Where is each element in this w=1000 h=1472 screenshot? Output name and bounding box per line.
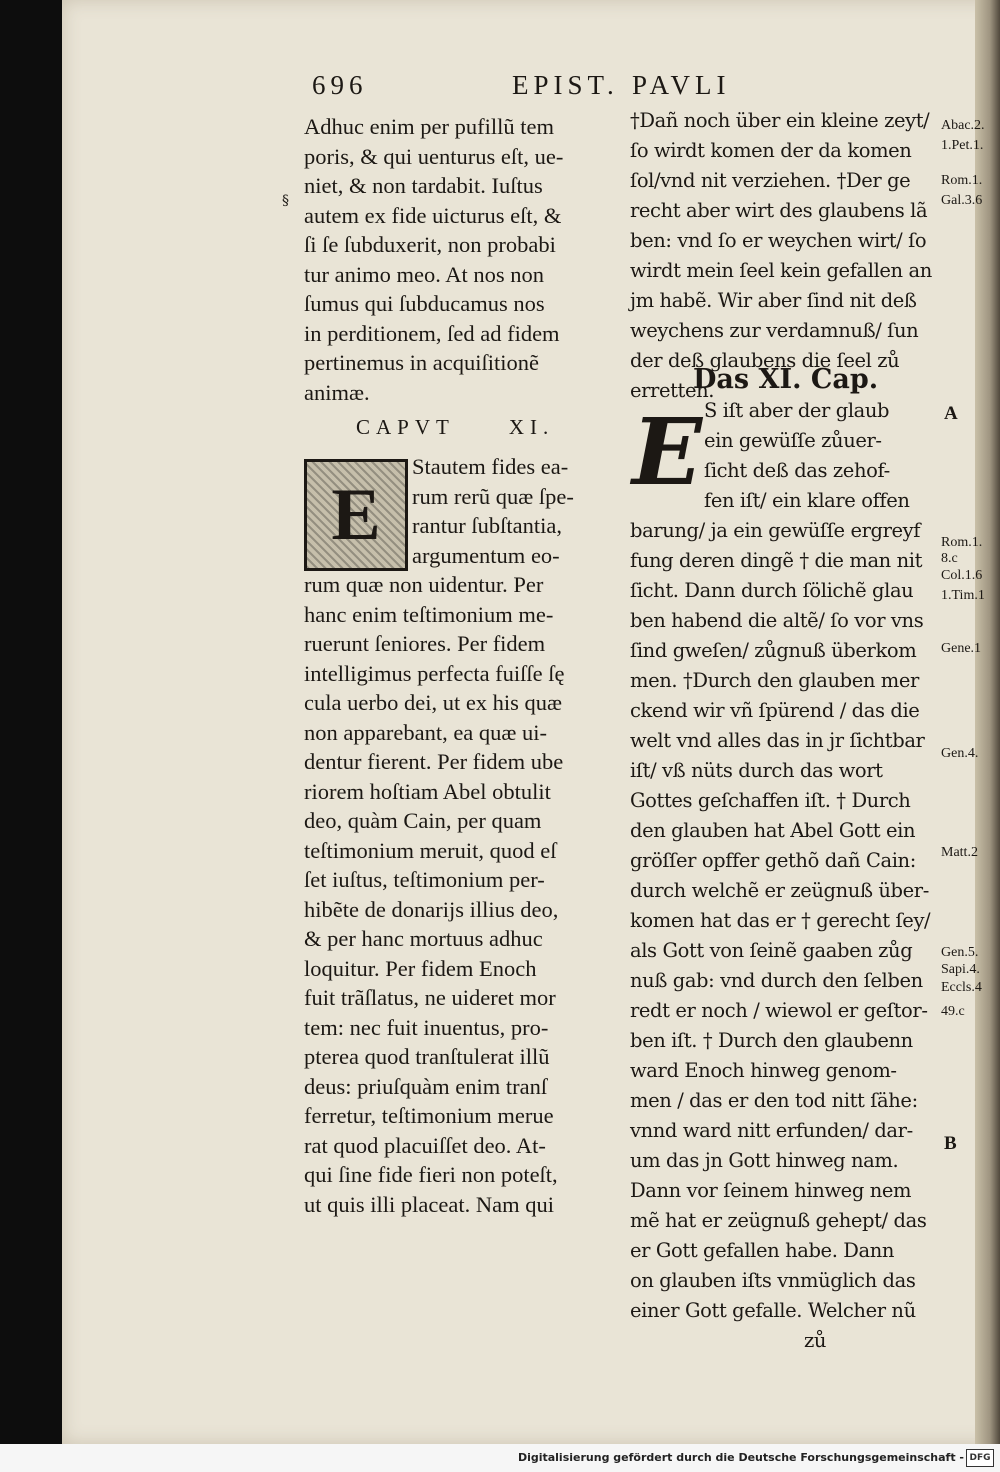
- text-line: ſicht deß das zehof-: [704, 459, 890, 482]
- text-line: ben habend die altẽ/ ſo vor vns: [630, 609, 924, 632]
- german-text-top: [630, 106, 932, 406]
- margin-note: Gal.3.6: [941, 193, 983, 208]
- text-line: erretten.: [630, 379, 715, 402]
- margin-note: Gene.1: [941, 641, 982, 656]
- text-line: fung deren dingẽ † die man nit: [630, 549, 923, 572]
- text-line: ſind gweſen/ zůgnuß überkom: [630, 639, 917, 662]
- decorated-initial-latin: E: [304, 459, 408, 571]
- margin-note: 1.Tim.1: [941, 588, 985, 603]
- chapter-word: CAPVT: [356, 415, 455, 439]
- text-line: einer Gott gefalle. Welcher nũ: [630, 1299, 916, 1322]
- page-number: 696: [312, 70, 368, 100]
- text-line: Stautem fides ea-: [412, 454, 569, 479]
- text-line: animæ.: [304, 379, 370, 405]
- margin-marker: §: [282, 193, 289, 209]
- text-line: ein gewüſſe zůuer-: [704, 429, 882, 452]
- footer-credit: Digitalisierung gefördert durch die Deutsche Forschungsgemeinschaft -: [517, 1451, 964, 1464]
- text-line: ben iſt. † Durch den glaubenn: [630, 1029, 913, 1052]
- chapter-number: XI.: [508, 415, 555, 439]
- german-chapter-heading: Das XI. Cap.: [693, 364, 879, 395]
- text-line: ut quis illi placeat. Nam qui: [304, 1191, 554, 1217]
- text-line: rum rerũ quæ ſpe-: [412, 483, 574, 509]
- text-line: autem ex fide uicturus eſt, &: [304, 202, 562, 228]
- margin-note: Matt.2: [941, 845, 978, 860]
- text-line: ſet iuſtus, teſtimonium per-: [304, 867, 545, 892]
- text-line: ckend wir vñ ſpürend / das die: [630, 699, 920, 722]
- decorated-initial-german: E: [632, 398, 703, 506]
- latin-text-chapter: [304, 452, 574, 1219]
- text-line: ſo wirdt komen der da komen: [630, 139, 912, 162]
- text-line: pertinemus in acquiſitionẽ: [304, 350, 539, 375]
- text-line: fuit trãſlatus, ne uideret mor: [304, 985, 556, 1010]
- book-spine: [975, 0, 1000, 1444]
- text-line: in perditionem, ſed ad fidem: [304, 320, 560, 346]
- text-line: Adhuc enim per pufillũ tem: [304, 114, 554, 139]
- text-line: argumentum eo-: [412, 542, 560, 568]
- margin-note: Gen.5.: [941, 945, 979, 960]
- text-line: poris, & qui uenturus eſt, ue-: [304, 143, 564, 169]
- text-line: rat quod placuiſſet deo. At-: [304, 1132, 546, 1158]
- catchword: zů: [630, 1329, 826, 1352]
- text-line: pterea quod tranſtulerat illũ: [304, 1044, 550, 1069]
- margin-note: Sapi.4.: [941, 962, 980, 977]
- text-line: tur animo meo. At nos non: [304, 261, 544, 287]
- text-line: tem: nec fuit inuentus, pro-: [304, 1014, 549, 1040]
- text-line: qui ſine fide fieri non poteſt,: [304, 1162, 558, 1187]
- text-line: ſumus qui ſubducamus nos: [304, 291, 545, 316]
- text-line: niet, & non tardabit. Iuſtus: [304, 173, 543, 198]
- margin-note: Rom.1.: [941, 173, 983, 188]
- text-line: ſicht. Dann durch ſölichẽ glau: [630, 579, 914, 602]
- margin-note: 8.c: [941, 551, 958, 566]
- text-line: hanc enim teſtimonium me-: [304, 601, 554, 627]
- text-line: Gottes geſchaffen iſt. † Durch: [630, 789, 911, 812]
- text-line: durch welchẽ er zeügnuß über-: [630, 879, 929, 902]
- text-line: men. †Durch den glauben mer: [630, 669, 919, 692]
- latin-chapter-heading: [356, 415, 554, 440]
- text-line: als Gott von ſeinẽ gaaben zůg: [630, 939, 913, 962]
- running-head-right: PAVLI: [632, 70, 731, 100]
- text-line: & per hanc mortuus adhuc: [304, 926, 543, 951]
- text-line: wirdt mein ſeel kein gefallen an: [630, 259, 932, 282]
- text-line: redt er noch / wiewol er geſtor-: [630, 999, 928, 1022]
- text-line: deus: priuſquàm enim tranſ: [304, 1073, 548, 1099]
- text-line: er Gott gefallen habe. Dann: [630, 1239, 895, 1262]
- text-line: riorem hoſtiam Abel obtulit: [304, 778, 551, 804]
- margin-note: Abac.2.: [941, 118, 985, 133]
- text-line: ben: vnd ſo er weychen wirt/ ſo: [630, 229, 927, 252]
- text-line: men / das er den tod nitt ſähe:: [630, 1089, 918, 1112]
- text-line: welt vnd alles das in jr ſichtbar: [630, 729, 925, 752]
- text-line: non apparebant, ea quæ ui-: [304, 719, 548, 745]
- margin-note: Col.1.6: [941, 568, 983, 583]
- text-line: komen hat das er † gerecht ſey/: [630, 909, 931, 932]
- text-line: rum quæ non uidentur. Per: [304, 572, 544, 597]
- text-line: loquitur. Per fidem Enoch: [304, 955, 537, 981]
- running-head-left: EPIST.: [512, 70, 619, 100]
- text-line: ward Enoch hinweg genom-: [630, 1059, 897, 1082]
- text-line: jm habẽ. Wir aber ſind nit deß: [630, 289, 917, 312]
- text-line: Dann vor ſeinem hinweg nem: [630, 1179, 912, 1202]
- text-line: der deß glaubens die ſeel zů: [630, 349, 900, 372]
- text-line: on glauben iſts vnmüglich das: [630, 1269, 916, 1292]
- text-line: cula uerbo dei, ut ex his quæ: [304, 690, 563, 715]
- margin-note: Gen.4.: [941, 746, 979, 761]
- text-line: teſtimonium meruit, quod eſ: [304, 837, 557, 863]
- text-line: deo, quàm Cain, per quam: [304, 808, 542, 833]
- section-letter-b: B: [944, 1133, 957, 1154]
- text-line: den glauben hat Abel Gott ein: [630, 819, 916, 842]
- text-line: nuß gab: vnd durch den ſelben: [630, 969, 923, 992]
- dfg-logo: DFG: [966, 1449, 994, 1467]
- text-line: ruerunt ſeniores. Per fidem: [304, 631, 546, 656]
- text-line: ſol/vnd nit verziehen. †Der ge: [630, 169, 911, 192]
- text-line: intelligimus perfecta fuiſſe ſę: [304, 660, 565, 686]
- text-line: weychens zur verdamnuß/ ſun: [630, 319, 919, 342]
- text-line: rantur ſubſtantia,: [412, 513, 562, 538]
- text-line: mẽ hat er zeügnuß gehept/ das: [630, 1209, 927, 1232]
- text-line: barung/ ja ein gewüſſe ergreyf: [630, 519, 921, 542]
- text-line: iſt/ vß nüts durch das wort: [630, 759, 883, 782]
- text-line: vnnd ward nitt erfunden/ dar-: [630, 1119, 913, 1142]
- margin-note: 1.Pet.1.: [941, 138, 984, 153]
- german-text-chapter: [630, 396, 930, 1356]
- section-letter-a: A: [944, 403, 958, 424]
- text-line: um das jn Gott hinweg nam.: [630, 1149, 899, 1172]
- text-line: hibẽte de donarijs illius deo,: [304, 896, 559, 922]
- margin-note: Eccls.4: [941, 980, 982, 995]
- text-line: fen iſt/ ein klare offen: [704, 489, 910, 512]
- latin-text-top: [304, 112, 563, 407]
- margin-note: 49.c: [941, 1004, 965, 1019]
- text-line: gröſſer opffer gethõ dañ Cain:: [630, 849, 916, 872]
- text-line: dentur fierent. Per fidem ube: [304, 749, 564, 774]
- text-line: ferretur, teſtimonium merue: [304, 1103, 554, 1128]
- text-line: †Dañ noch über ein kleine zeyt/: [630, 109, 930, 132]
- text-line: ſi ſe ſubduxerit, non probabi: [304, 232, 556, 257]
- margin-note: Rom.1.: [941, 535, 983, 550]
- text-line: recht aber wirt des glaubens lã: [630, 199, 928, 222]
- text-line: S iſt aber der glaub: [704, 399, 890, 422]
